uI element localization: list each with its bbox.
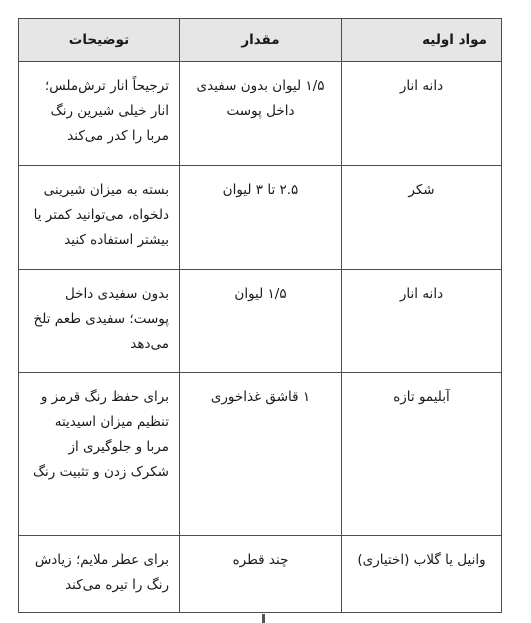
cell-amount: ۱ قاشق غذاخوری	[180, 373, 342, 536]
page-cursor-mark	[262, 614, 265, 623]
table-row	[19, 536, 502, 613]
cell-notes: برای حفظ رنگ قرمز و تنظیم میزان اسیدیته مربا و جلوگیری از شکرک زدن و تثبیت رنگ	[19, 373, 180, 536]
cell-notes: بدون سفیدی داخل پوست؛ سفیدی طعم تلخ می‌دهد	[19, 270, 180, 373]
cell-notes: ترجیحاً انار ترش‌ملس؛ انار خیلی شیرین رنگ مربا را کدر می‌کند	[19, 62, 180, 166]
cell-amount: ۲.۵ تا ۳ لیوان	[180, 166, 342, 270]
cell-ingredient: دانه انار	[342, 62, 502, 166]
cell-amount: ۱/۵ لیوان	[180, 270, 342, 373]
cell-notes: برای عطر ملایم؛ زیادش رنگ را تیره می‌کند	[19, 536, 180, 613]
table-row	[19, 166, 502, 270]
cell-amount: چند قطره	[180, 536, 342, 613]
table-row	[19, 373, 502, 536]
cell-ingredient: وانیل یا گلاب (اختیاری)	[342, 536, 502, 613]
header-ingredient: مواد اولیه	[342, 19, 502, 62]
cell-amount: ۱/۵ لیوان بدون سفیدی داخل پوست	[180, 62, 342, 166]
header-amount: مقدار	[180, 19, 342, 62]
header-notes: توضیحات	[19, 19, 180, 62]
table-row	[19, 62, 502, 166]
cell-ingredient: آبلیمو تازه	[342, 373, 502, 536]
cell-notes: بسته به میزان شیرینی دلخواه، می‌توانید کمتر یا بیشتر استفاده کنید	[19, 166, 180, 270]
table-header-row	[19, 19, 502, 62]
ingredients-table	[18, 18, 502, 613]
table-row	[19, 270, 502, 373]
cell-ingredient: دانه انار	[342, 270, 502, 373]
cell-ingredient: شکر	[342, 166, 502, 270]
